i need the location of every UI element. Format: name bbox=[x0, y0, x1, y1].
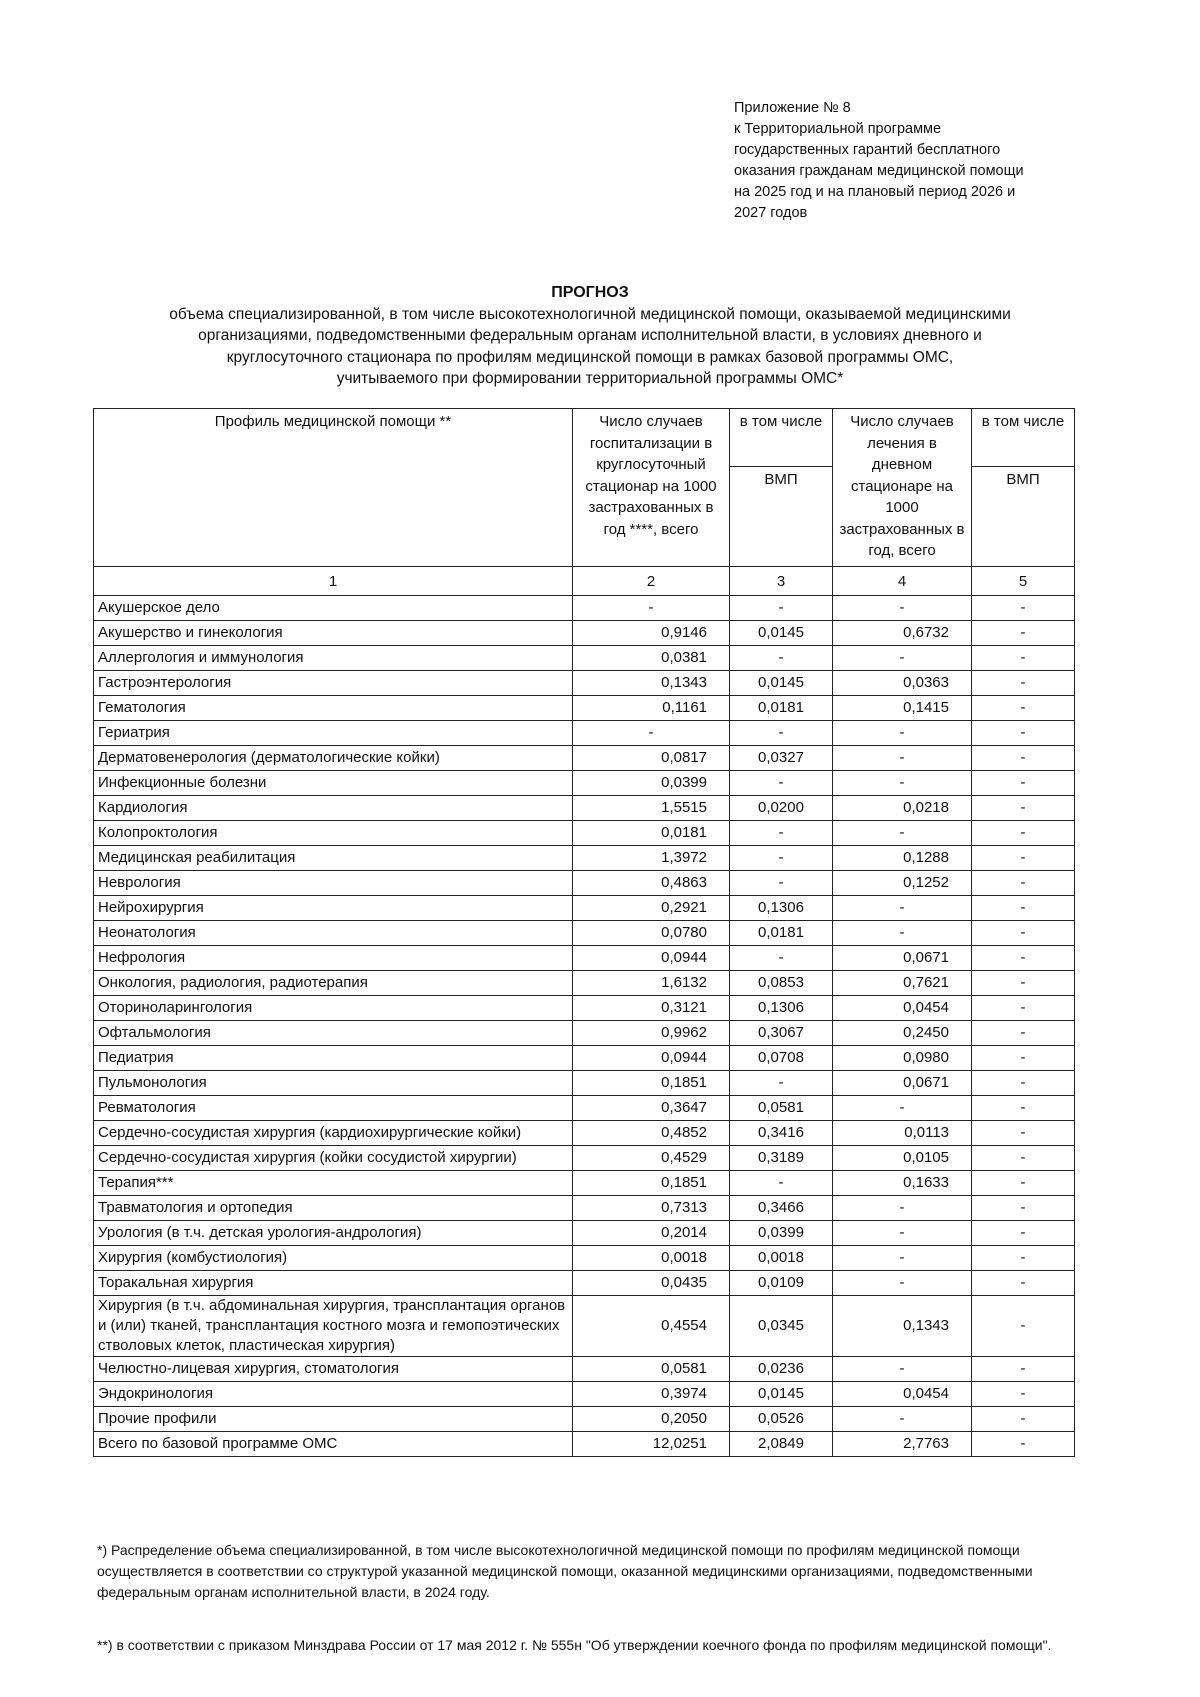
row-day-total: 0,6732 bbox=[833, 621, 972, 646]
row-hosp-vmp: 0,0399 bbox=[730, 1221, 833, 1246]
table-row bbox=[94, 1121, 1075, 1146]
row-day-vmp: - bbox=[972, 996, 1075, 1021]
row-day-vmp: - bbox=[972, 971, 1075, 996]
row-day-total: - bbox=[833, 1271, 972, 1296]
row-profile-name: Медицинская реабилитация bbox=[94, 846, 573, 871]
row-profile-name: Оториноларингология bbox=[94, 996, 573, 1021]
row-day-vmp: - bbox=[972, 721, 1075, 746]
row-hosp-vmp: 2,0849 bbox=[730, 1432, 833, 1457]
row-day-total: 0,0113 bbox=[833, 1121, 972, 1146]
table-row bbox=[94, 1171, 1075, 1196]
row-hosp-vmp: 0,1306 bbox=[730, 896, 833, 921]
row-hosp-total: 0,0944 bbox=[573, 946, 730, 971]
row-hosp-vmp: - bbox=[730, 771, 833, 796]
row-day-vmp: - bbox=[972, 1221, 1075, 1246]
row-day-vmp: - bbox=[972, 1021, 1075, 1046]
row-hosp-vmp: 0,0181 bbox=[730, 921, 833, 946]
footnote-2: **) в соответствии с приказом Минздрава России от 17 мая 2012 г. № 555н "Об утверждении коечного фонда по профилям медицинской помощи". bbox=[97, 1637, 1052, 1653]
row-hosp-total: 0,0181 bbox=[573, 821, 730, 846]
row-hosp-total: 0,0381 bbox=[573, 646, 730, 671]
row-hosp-vmp: 0,1306 bbox=[730, 996, 833, 1021]
table-row bbox=[94, 621, 1075, 646]
row-day-total: - bbox=[833, 721, 972, 746]
table-row bbox=[94, 1296, 1075, 1357]
row-day-vmp: - bbox=[972, 1196, 1075, 1221]
appendix-line: 2027 годов bbox=[734, 205, 808, 221]
col-number: 1 bbox=[94, 567, 573, 596]
row-profile-name: Эндокринология bbox=[94, 1382, 573, 1407]
row-hosp-total: 0,0944 bbox=[573, 1046, 730, 1071]
row-day-total: - bbox=[833, 596, 972, 621]
table-row bbox=[94, 1382, 1075, 1407]
title-line: объема специализированной, в том числе высокотехнологичной медицинской помощи, оказываемой медицинскими bbox=[169, 305, 1011, 323]
row-profile-name: Всего по базовой программе ОМС bbox=[94, 1432, 573, 1457]
row-profile-name: Сердечно-сосудистая хирургия (кардиохирургические койки) bbox=[94, 1121, 573, 1146]
row-hosp-total: 0,3647 bbox=[573, 1096, 730, 1121]
row-profile-name: Гастроэнтерология bbox=[94, 671, 573, 696]
row-hosp-vmp: - bbox=[730, 871, 833, 896]
row-hosp-total: 12,0251 bbox=[573, 1432, 730, 1457]
row-day-total: - bbox=[833, 1407, 972, 1432]
row-profile-name: Акушерское дело bbox=[94, 596, 573, 621]
row-day-vmp: - bbox=[972, 596, 1075, 621]
table-row bbox=[94, 846, 1075, 871]
row-hosp-total: 0,7313 bbox=[573, 1196, 730, 1221]
row-profile-name: Челюстно-лицевая хирургия, стоматология bbox=[94, 1357, 573, 1382]
row-hosp-total: 0,0780 bbox=[573, 921, 730, 946]
table-row bbox=[94, 721, 1075, 746]
row-hosp-total: 0,0435 bbox=[573, 1271, 730, 1296]
row-hosp-total: 0,4852 bbox=[573, 1121, 730, 1146]
row-hosp-total: 1,6132 bbox=[573, 971, 730, 996]
row-day-total: 0,0980 bbox=[833, 1046, 972, 1071]
row-hosp-total: 0,1851 bbox=[573, 1071, 730, 1096]
table-row bbox=[94, 1146, 1075, 1171]
row-day-total: 0,1415 bbox=[833, 696, 972, 721]
table-row bbox=[94, 996, 1075, 1021]
row-hosp-vmp: 0,3416 bbox=[730, 1121, 833, 1146]
title-main: ПРОГНОЗ bbox=[551, 284, 629, 301]
row-hosp-total: - bbox=[573, 721, 730, 746]
row-hosp-vmp: - bbox=[730, 946, 833, 971]
header-incl-1: в том числе bbox=[730, 409, 833, 467]
table-row bbox=[94, 1046, 1075, 1071]
table-row bbox=[94, 971, 1075, 996]
row-profile-name: Нефрология bbox=[94, 946, 573, 971]
row-day-total: 0,1633 bbox=[833, 1171, 972, 1196]
row-hosp-total: 0,2014 bbox=[573, 1221, 730, 1246]
row-day-total: 0,1288 bbox=[833, 846, 972, 871]
row-profile-name: Гематология bbox=[94, 696, 573, 721]
row-hosp-total: 0,3121 bbox=[573, 996, 730, 1021]
row-hosp-vmp: 0,0236 bbox=[730, 1357, 833, 1382]
row-hosp-vmp: 0,0200 bbox=[730, 796, 833, 821]
row-day-vmp: - bbox=[972, 846, 1075, 871]
row-hosp-total: 0,2921 bbox=[573, 896, 730, 921]
row-day-total: - bbox=[833, 746, 972, 771]
row-hosp-total: 0,4863 bbox=[573, 871, 730, 896]
row-hosp-vmp: 0,0327 bbox=[730, 746, 833, 771]
row-day-total: 0,0363 bbox=[833, 671, 972, 696]
title-line: круглосуточного стационара по профилям медицинской помощи в рамках базовой программы ОМС, bbox=[226, 348, 954, 366]
row-day-vmp: - bbox=[972, 821, 1075, 846]
row-profile-name: Хирургия (комбустиология) bbox=[94, 1246, 573, 1271]
row-hosp-vmp: 0,0018 bbox=[730, 1246, 833, 1271]
row-profile-name: Офтальмология bbox=[94, 1021, 573, 1046]
row-day-total: - bbox=[833, 821, 972, 846]
row-day-vmp: - bbox=[972, 1171, 1075, 1196]
row-hosp-vmp: 0,3067 bbox=[730, 1021, 833, 1046]
row-day-total: - bbox=[833, 921, 972, 946]
row-day-vmp: - bbox=[972, 1146, 1075, 1171]
row-hosp-vmp: - bbox=[730, 1171, 833, 1196]
row-day-vmp: - bbox=[972, 671, 1075, 696]
row-day-total: - bbox=[833, 1096, 972, 1121]
row-day-total: 0,1252 bbox=[833, 871, 972, 896]
row-hosp-total: 0,1161 bbox=[573, 696, 730, 721]
row-day-vmp: - bbox=[972, 1296, 1075, 1357]
table-row bbox=[94, 1271, 1075, 1296]
row-hosp-vmp: 0,0581 bbox=[730, 1096, 833, 1121]
row-day-total: - bbox=[833, 1221, 972, 1246]
row-day-vmp: - bbox=[972, 1071, 1075, 1096]
row-hosp-total: 0,1343 bbox=[573, 671, 730, 696]
row-profile-name: Неонатология bbox=[94, 921, 573, 946]
header-vmp-2: ВМП bbox=[972, 467, 1075, 567]
table-row bbox=[94, 796, 1075, 821]
row-profile-name: Урология (в т.ч. детская урология-андрология) bbox=[94, 1221, 573, 1246]
row-profile-name: Колопроктология bbox=[94, 821, 573, 846]
row-hosp-total: - bbox=[573, 596, 730, 621]
row-profile-name: Гериатрия bbox=[94, 721, 573, 746]
row-day-vmp: - bbox=[972, 796, 1075, 821]
row-hosp-total: 0,4554 bbox=[573, 1296, 730, 1357]
row-hosp-vmp: 0,0145 bbox=[730, 621, 833, 646]
appendix-line: к Территориальной программе bbox=[734, 121, 942, 137]
appendix-line: на 2025 год и на плановый период 2026 и bbox=[734, 184, 1016, 200]
row-day-vmp: - bbox=[972, 1407, 1075, 1432]
table-row bbox=[94, 696, 1075, 721]
footnote-1: *) Распределение объема специализированной, в том числе высокотехнологичной медицинской помощи по профилям медицинской помощи осуществляется в соответствии со структурой указанной медицинской помощи, оказанной медицинскими организациями, подведомственными федеральным органам исполнительной власти, в 2024 году. bbox=[97, 1542, 1033, 1600]
row-day-total: 0,0671 bbox=[833, 946, 972, 971]
row-profile-name: Нейрохирургия bbox=[94, 896, 573, 921]
row-profile-name: Травматология и ортопедия bbox=[94, 1196, 573, 1221]
row-hosp-total: 1,5515 bbox=[573, 796, 730, 821]
row-day-vmp: - bbox=[972, 1432, 1075, 1457]
row-day-vmp: - bbox=[972, 871, 1075, 896]
row-hosp-vmp: - bbox=[730, 596, 833, 621]
row-hosp-vmp: 0,0145 bbox=[730, 1382, 833, 1407]
row-day-total: - bbox=[833, 771, 972, 796]
row-hosp-vmp: 0,0145 bbox=[730, 671, 833, 696]
row-profile-name: Кардиология bbox=[94, 796, 573, 821]
header-vmp-1: ВМП bbox=[730, 467, 833, 567]
col-number: 2 bbox=[573, 567, 730, 596]
col-number: 5 bbox=[972, 567, 1075, 596]
table-row bbox=[94, 671, 1075, 696]
row-hosp-vmp: 0,0853 bbox=[730, 971, 833, 996]
table-row bbox=[94, 1196, 1075, 1221]
row-day-total: 0,1343 bbox=[833, 1296, 972, 1357]
table-row bbox=[94, 1246, 1075, 1271]
row-hosp-vmp: 0,0109 bbox=[730, 1271, 833, 1296]
row-day-vmp: - bbox=[972, 621, 1075, 646]
row-hosp-total: 0,4529 bbox=[573, 1146, 730, 1171]
row-profile-name: Хирургия (в т.ч. абдоминальная хирургия, трансплантация органов и (или) тканей, трансплантация костного мозга и гемопоэтических стволовых клеток, пластическая хирургия) bbox=[94, 1296, 573, 1357]
table-row bbox=[94, 1071, 1075, 1096]
row-day-vmp: - bbox=[972, 946, 1075, 971]
table-row bbox=[94, 871, 1075, 896]
row-day-vmp: - bbox=[972, 746, 1075, 771]
row-hosp-total: 0,0581 bbox=[573, 1357, 730, 1382]
table-row bbox=[94, 1221, 1075, 1246]
row-hosp-total: 0,0399 bbox=[573, 771, 730, 796]
row-day-total: - bbox=[833, 1357, 972, 1382]
row-profile-name: Дерматовенерология (дерматологические койки) bbox=[94, 746, 573, 771]
row-profile-name: Акушерство и гинекология bbox=[94, 621, 573, 646]
row-profile-name: Неврология bbox=[94, 871, 573, 896]
row-day-total: 0,0218 bbox=[833, 796, 972, 821]
row-profile-name: Педиатрия bbox=[94, 1046, 573, 1071]
row-hosp-total: 1,3972 bbox=[573, 846, 730, 871]
table-row bbox=[94, 596, 1075, 621]
row-profile-name: Сердечно-сосудистая хирургия (койки сосудистой хирургии) bbox=[94, 1146, 573, 1171]
row-profile-name: Торакальная хирургия bbox=[94, 1271, 573, 1296]
row-hosp-total: 0,9962 bbox=[573, 1021, 730, 1046]
row-day-vmp: - bbox=[972, 1046, 1075, 1071]
row-day-vmp: - bbox=[972, 696, 1075, 721]
header-profile: Профиль медицинской помощи ** bbox=[94, 409, 573, 567]
table-row bbox=[94, 746, 1075, 771]
row-hosp-vmp: 0,0708 bbox=[730, 1046, 833, 1071]
row-hosp-vmp: 0,3466 bbox=[730, 1196, 833, 1221]
table-row bbox=[94, 1021, 1075, 1046]
row-day-total: 0,0105 bbox=[833, 1146, 972, 1171]
table-row bbox=[94, 896, 1075, 921]
row-profile-name: Ревматология bbox=[94, 1096, 573, 1121]
table-row bbox=[94, 1432, 1075, 1457]
table-row bbox=[94, 771, 1075, 796]
row-day-vmp: - bbox=[972, 896, 1075, 921]
row-profile-name: Прочие профили bbox=[94, 1407, 573, 1432]
table-row bbox=[94, 921, 1075, 946]
row-day-total: 2,7763 bbox=[833, 1432, 972, 1457]
appendix-line: Приложение № 8 bbox=[734, 100, 851, 116]
row-hosp-total: 0,3974 bbox=[573, 1382, 730, 1407]
row-hosp-total: 0,0018 bbox=[573, 1246, 730, 1271]
row-day-total: 0,0454 bbox=[833, 996, 972, 1021]
row-day-total: 0,2450 bbox=[833, 1021, 972, 1046]
row-profile-name: Инфекционные болезни bbox=[94, 771, 573, 796]
row-day-total: - bbox=[833, 1196, 972, 1221]
table-row bbox=[94, 646, 1075, 671]
row-profile-name: Пульмонология bbox=[94, 1071, 573, 1096]
row-hosp-vmp: - bbox=[730, 646, 833, 671]
document-title bbox=[90, 282, 1090, 390]
row-day-total: - bbox=[833, 646, 972, 671]
row-day-total: - bbox=[833, 896, 972, 921]
row-day-vmp: - bbox=[972, 1357, 1075, 1382]
row-profile-name: Терапия*** bbox=[94, 1171, 573, 1196]
row-day-vmp: - bbox=[972, 1382, 1075, 1407]
row-day-vmp: - bbox=[972, 921, 1075, 946]
appendix-line: оказания гражданам медицинской помощи bbox=[734, 163, 1024, 179]
row-hosp-vmp: 0,0345 bbox=[730, 1296, 833, 1357]
row-hosp-total: 0,1851 bbox=[573, 1171, 730, 1196]
row-day-total: - bbox=[833, 1246, 972, 1271]
table-row bbox=[94, 1407, 1075, 1432]
row-profile-name: Аллергология и иммунология bbox=[94, 646, 573, 671]
table-row bbox=[94, 821, 1075, 846]
row-day-total: 0,0454 bbox=[833, 1382, 972, 1407]
row-hosp-vmp: 0,0181 bbox=[730, 696, 833, 721]
row-day-vmp: - bbox=[972, 771, 1075, 796]
col-number: 3 bbox=[730, 567, 833, 596]
row-day-vmp: - bbox=[972, 1246, 1075, 1271]
row-day-vmp: - bbox=[972, 1271, 1075, 1296]
row-hosp-total: 0,2050 bbox=[573, 1407, 730, 1432]
row-hosp-vmp: 0,0526 bbox=[730, 1407, 833, 1432]
row-hosp-vmp: - bbox=[730, 821, 833, 846]
row-day-total: 0,7621 bbox=[833, 971, 972, 996]
appendix-line: государственных гарантий бесплатного bbox=[734, 142, 1001, 158]
table-row bbox=[94, 1357, 1075, 1382]
title-line: учитываемого при формировании территориальной программы ОМС* bbox=[336, 370, 844, 387]
header-day-total: Число случаев лечения в дневном стационаре на 1000 застрахованных в год, всего bbox=[833, 409, 972, 567]
header-hosp-total: Число случаев госпитализации в круглосуточный стационар на 1000 застрахованных в год ****, всего bbox=[573, 409, 730, 567]
row-hosp-total: 0,0817 bbox=[573, 746, 730, 771]
table-row bbox=[94, 1096, 1075, 1121]
row-hosp-vmp: - bbox=[730, 846, 833, 871]
row-hosp-vmp: 0,3189 bbox=[730, 1146, 833, 1171]
table-row bbox=[94, 946, 1075, 971]
row-hosp-total: 0,9146 bbox=[573, 621, 730, 646]
title-line: организациями, подведомственными федеральным органам исполнительной власти, в условиях дневного и bbox=[198, 327, 982, 344]
header-incl-2: в том числе bbox=[972, 409, 1075, 467]
row-hosp-vmp: - bbox=[730, 1071, 833, 1096]
appendix-note bbox=[734, 98, 1064, 224]
forecast-table bbox=[93, 408, 1075, 1457]
row-day-total: 0,0671 bbox=[833, 1071, 972, 1096]
col-number: 4 bbox=[833, 567, 972, 596]
row-day-vmp: - bbox=[972, 646, 1075, 671]
row-day-vmp: - bbox=[972, 1121, 1075, 1146]
row-hosp-vmp: - bbox=[730, 721, 833, 746]
row-day-vmp: - bbox=[972, 1096, 1075, 1121]
row-profile-name: Онкология, радиология, радиотерапия bbox=[94, 971, 573, 996]
